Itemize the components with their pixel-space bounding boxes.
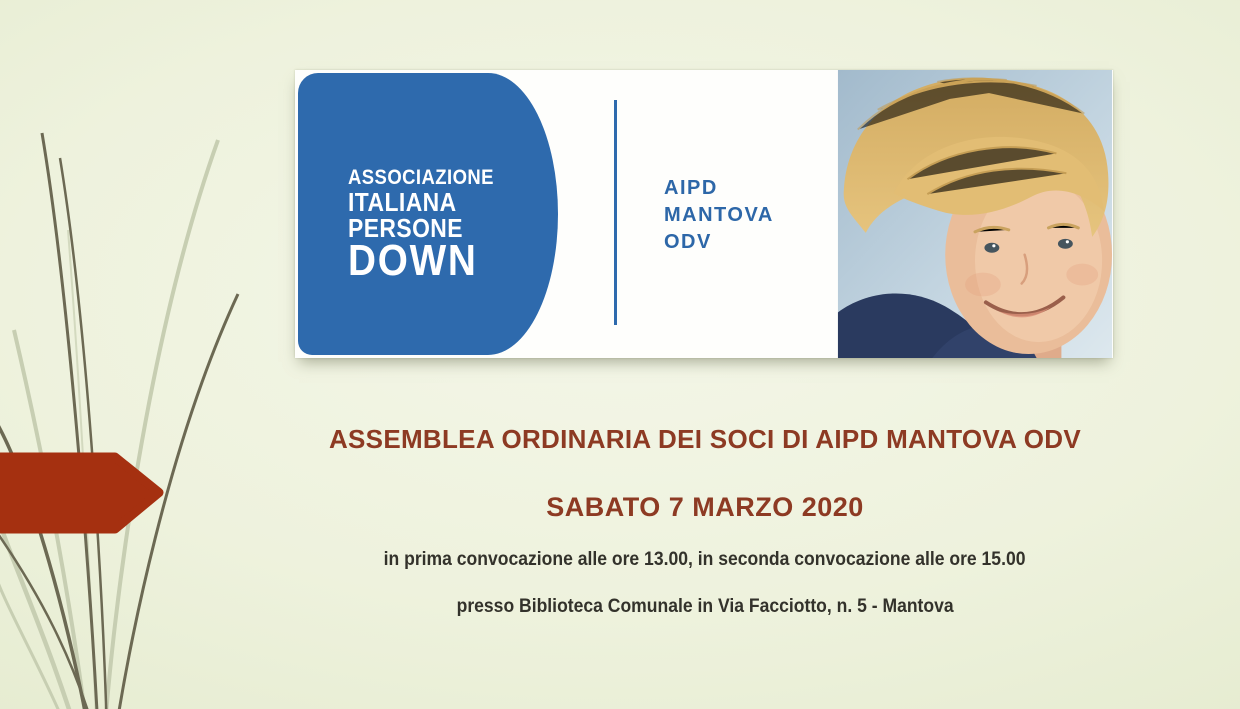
- grass-decoration-icon: [0, 0, 260, 709]
- right-arrow-icon: [0, 444, 180, 544]
- logo-banner: [295, 70, 1113, 358]
- venue-text: presso Biblioteca Comunale in Via Facciotto, n. 5 - Mantova: [456, 595, 954, 617]
- branch-line-3: ODV: [664, 231, 712, 253]
- logo-line-4: DOWN: [348, 236, 478, 285]
- logo-line-3: PERSONE: [348, 213, 463, 243]
- convocation-times-text: in prima convocazione alle ore 13.00, in seconda convocazione alle ore 15.00: [384, 548, 1026, 570]
- branch-line-1: AIPD: [664, 177, 718, 199]
- logo-line-1: ASSOCIAZIONE: [348, 166, 494, 189]
- branch-name: [664, 175, 774, 256]
- assembly-title: ASSEMBLEA ORDINARIA DEI SOCI DI AIPD MANTOVA ODV: [328, 424, 1082, 454]
- divider-line: [614, 100, 617, 325]
- child-photo: [837, 70, 1113, 358]
- venue: [296, 595, 1114, 618]
- logo-line-2: ITALIANA: [348, 187, 457, 217]
- aipd-logo-d-shape: [298, 73, 558, 355]
- convocation-times: [296, 548, 1114, 571]
- branch-line-2: MANTOVA: [664, 204, 774, 226]
- assembly-date: SABATO 7 MARZO 2020: [546, 492, 864, 522]
- aipd-logo-text: [348, 165, 494, 285]
